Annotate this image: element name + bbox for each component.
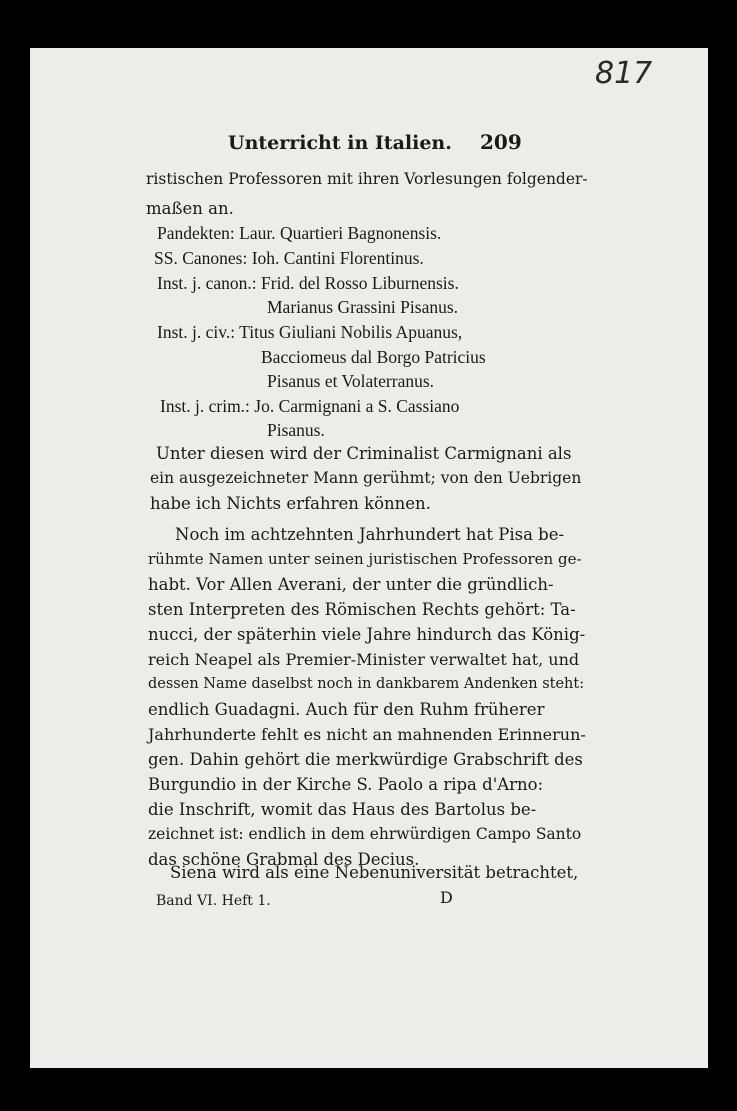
text-line: Jahrhunderte fehlt es nicht an mahnenden Erinnerun- bbox=[148, 725, 586, 744]
text-line: dessen Name daselbst noch in dankbarem Andenken steht: bbox=[148, 676, 585, 692]
course-line: Inst. j. civ.: Titus Giuliani Nobilis Apuanus, bbox=[157, 322, 463, 342]
course-line: Pandekten: Laur. Quartieri Bagnonensis. bbox=[157, 223, 442, 243]
text-line: gen. Dahin gehört die merkwürdige Grabschrift des bbox=[148, 750, 583, 769]
text-line: Burgundio in der Kirche S. Paolo a ripa d'Arno: bbox=[148, 775, 544, 794]
course-line: Marianus Grassini Pisanus. bbox=[267, 297, 459, 317]
footer-signature: D bbox=[440, 888, 453, 907]
text-line: rühmte Namen unter seinen juristischen Professoren ge- bbox=[148, 550, 582, 568]
course-line: SS. Canones: Ioh. Cantini Florentinus. bbox=[154, 248, 424, 268]
handwritten-page-note: 817 bbox=[595, 56, 653, 91]
course-line: Bacciomeus dal Borgo Patricius bbox=[261, 347, 486, 367]
text-line: endlich Guadagni. Auch für den Ruhm früherer bbox=[148, 700, 545, 719]
text-line: maßen an. bbox=[146, 199, 234, 218]
text-line: ein ausgezeichneter Mann gerühmt; von den Uebrigen bbox=[150, 469, 582, 487]
document-page bbox=[30, 48, 708, 1068]
text-line: Unter diesen wird der Criminalist Carmignani als bbox=[156, 444, 572, 463]
course-line: Inst. j. canon.: Frid. del Rosso Liburnensis. bbox=[157, 273, 459, 293]
course-line: Pisanus et Volaterranus. bbox=[267, 371, 435, 391]
text-line: sten Interpreten des Römischen Rechts gehört: Ta- bbox=[148, 600, 576, 619]
text-line: ristischen Professoren mit ihren Vorlesungen folgender- bbox=[146, 170, 588, 188]
footer-volume: Band VI. Heft 1. bbox=[156, 893, 271, 909]
course-line: Pisanus. bbox=[267, 420, 325, 440]
text-line: Noch im achtzehnten Jahrhundert hat Pisa be- bbox=[175, 525, 565, 544]
text-line: habe ich Nichts erfahren können. bbox=[150, 494, 431, 513]
text-line: nucci, der späterhin viele Jahre hindurch das König- bbox=[148, 625, 586, 644]
text-line: habt. Vor Allen Averani, der unter die gründlich- bbox=[148, 575, 554, 594]
text-line: reich Neapel als Premier-Minister verwaltet hat, und bbox=[148, 650, 580, 669]
text-line: zeichnet ist: endlich in dem ehrwürdigen Campo Santo bbox=[148, 825, 582, 843]
text-line: Siena wird als eine Nebenuniversität betrachtet, bbox=[170, 863, 579, 882]
page-number: 209 bbox=[480, 130, 522, 154]
text-line: das schöne Grabmal des Decius. bbox=[148, 850, 420, 869]
course-line: Inst. j. crim.: Jo. Carmignani a S. Cassiano bbox=[160, 396, 460, 416]
text-line: die Inschrift, womit das Haus des Bartolus be- bbox=[148, 800, 537, 819]
running-header-title: Unterricht in Italien. bbox=[228, 132, 452, 154]
